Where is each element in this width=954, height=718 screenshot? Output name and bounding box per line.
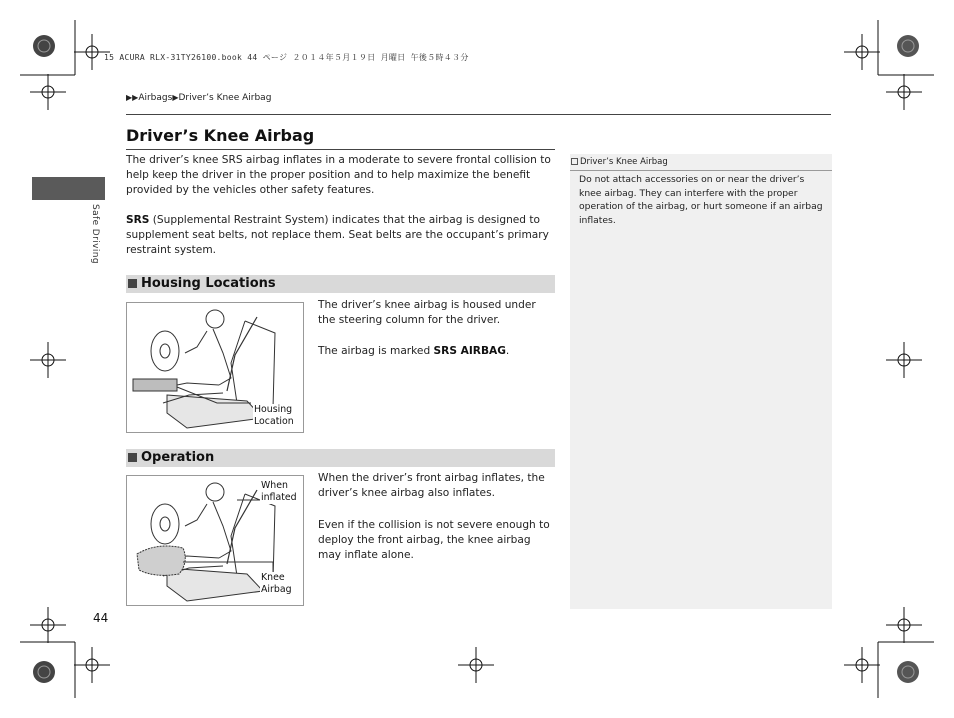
srs-airbag-marking: SRS AIRBAG bbox=[433, 345, 506, 357]
section-square-icon bbox=[128, 453, 137, 462]
when-inflated-label bbox=[260, 480, 298, 504]
section-housing-locations bbox=[126, 275, 555, 293]
operation-figure bbox=[126, 475, 304, 606]
page-title: Driver’s Knee Airbag bbox=[126, 126, 315, 145]
page-number: 44 bbox=[93, 611, 109, 625]
breadcrumb-current: Driver’s Knee Airbag bbox=[178, 93, 272, 103]
breadcrumb-separator: ▶ bbox=[172, 93, 179, 102]
srs-paragraph bbox=[126, 213, 556, 259]
when-label-line2: inflated bbox=[261, 492, 297, 503]
housing-label-line2: Location bbox=[254, 416, 294, 427]
housing-text-1: The driver’s knee airbag is housed under the steering column for the driver. bbox=[318, 299, 536, 327]
note-heading: Driver’s Knee Airbag bbox=[580, 157, 668, 167]
chapter-tab bbox=[32, 177, 105, 200]
section-heading: Operation bbox=[141, 450, 215, 465]
housing-figure bbox=[126, 302, 304, 433]
note-box bbox=[570, 154, 832, 609]
srs-description: (Supplemental Restraint System) indicates that the airbag is designed to supplement seat belts, not replace them. Seat belts are the occupant’s primary restraint system. bbox=[126, 214, 549, 257]
note-header bbox=[570, 156, 832, 171]
housing-label-line1: Housing bbox=[254, 404, 293, 415]
knee-airbag-label bbox=[260, 572, 293, 596]
title-rule bbox=[126, 149, 555, 150]
when-label-line1: When bbox=[261, 480, 288, 491]
section-operation bbox=[126, 449, 555, 467]
breadcrumb-arrows: ▶▶ bbox=[126, 93, 139, 102]
print-header: 15 ACURA RLX-31TY26100.book 44 ページ ２０１４年５月１９日 月曜日 午後５時４３分 bbox=[104, 53, 469, 62]
chapter-tab-label: Safe Driving bbox=[90, 204, 100, 264]
breadcrumb bbox=[126, 93, 271, 103]
note-body: Do not attach accessories on or near the driver’s knee airbag. They can interfere with the proper operation of the airbag, or hurt someone if an airbag inflates. bbox=[579, 174, 823, 226]
knee-label-line1: Knee bbox=[261, 572, 285, 583]
intro-paragraph: The driver’s knee SRS airbag inflates in a moderate to severe frontal collision to help keep the driver in the proper position and to help maximize the benefit provided by the vehicles other safety features. bbox=[126, 154, 551, 197]
knee-label-line2: Airbag bbox=[261, 584, 292, 595]
operation-text-1: When the driver’s front airbag inflates, the driver’s knee airbag also inflates. bbox=[318, 472, 545, 500]
housing-location-label bbox=[253, 404, 295, 428]
note-reference-icon bbox=[571, 158, 578, 165]
section-heading: Housing Locations bbox=[141, 276, 276, 291]
srs-abbr: SRS bbox=[126, 214, 150, 226]
housing-text-2 bbox=[318, 344, 556, 359]
housing-text-2-prefix: The airbag is marked bbox=[318, 345, 434, 357]
breadcrumb-link-airbags[interactable]: Airbags bbox=[138, 93, 173, 103]
section-square-icon bbox=[128, 279, 137, 288]
header-rule bbox=[126, 114, 831, 115]
housing-text-2-suffix: . bbox=[505, 345, 510, 357]
operation-text-2: Even if the collision is not severe enough to deploy the front airbag, the knee airbag may inflate alone. bbox=[318, 519, 550, 562]
